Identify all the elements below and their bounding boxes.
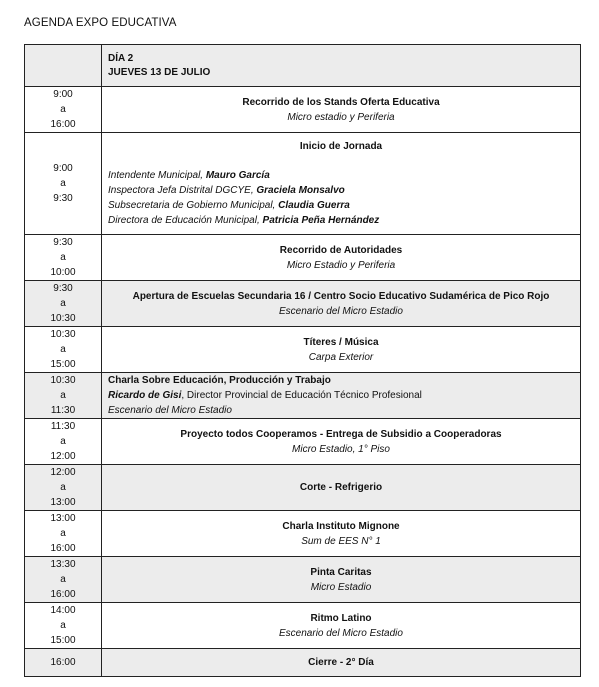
time-end: 13:00 — [50, 497, 76, 508]
time-cell — [25, 419, 102, 465]
time-end: 10:00 — [50, 267, 76, 278]
time-end: 15:00 — [50, 359, 76, 370]
event-title: Charla Sobre Educación, Producción y Trabajo — [108, 375, 331, 386]
event-title: Corte - Refrigerio — [299, 482, 383, 493]
time-end: 16:00 — [50, 589, 76, 600]
time-start: 11:30 — [50, 421, 76, 432]
table-row — [25, 649, 581, 677]
time-end: 16:00 — [50, 119, 76, 130]
table-row — [25, 87, 581, 133]
time-end: 16:00 — [50, 543, 76, 554]
event-title: Inicio de Jornada — [299, 141, 383, 152]
table-row — [25, 465, 581, 511]
table-row — [25, 133, 581, 235]
header-day-cell — [102, 45, 581, 87]
time-end: 12:00 — [50, 451, 76, 462]
event-cell — [102, 235, 581, 281]
header-time-cell — [25, 45, 102, 87]
time-cell — [25, 603, 102, 649]
event-place: Escenario del Micro Estadio — [279, 627, 403, 639]
speaker-line — [108, 388, 574, 403]
speaker-name: Mauro García — [205, 170, 270, 181]
time-end: 11:30 — [50, 405, 76, 416]
time-start: 16:00 — [50, 657, 76, 668]
time-start: 9:30 — [53, 237, 73, 248]
table-row — [25, 281, 581, 327]
time-sep: a — [60, 574, 66, 585]
time-start: 10:30 — [50, 375, 76, 386]
event-title: Proyecto todos Cooperamos - Entrega de Subsidio a Cooperadoras — [180, 428, 502, 440]
event-cell — [102, 465, 581, 511]
time-sep: a — [60, 178, 66, 189]
time-start: 13:00 — [50, 513, 76, 524]
table-row — [25, 557, 581, 603]
event-title: Recorrido de los Stands Oferta Educativa — [242, 96, 440, 108]
speaker-role: , Director Provincial de Educación Técnico Profesional — [181, 390, 422, 401]
page-title: AGENDA EXPO EDUCATIVA — [24, 17, 177, 29]
event-place: Micro Estadio, 1° Piso — [292, 443, 390, 455]
speaker-line: Intendente Municipal, Mauro García — [108, 170, 270, 181]
time-sep: a — [60, 344, 66, 355]
agenda-table — [24, 44, 581, 677]
time-cell — [25, 281, 102, 327]
time-sep: a — [60, 390, 66, 401]
event-cell — [102, 649, 581, 677]
event-place: Escenario del Micro Estadio — [108, 405, 232, 416]
event-title: Cierre - 2° Día — [308, 657, 374, 668]
time-cell — [25, 511, 102, 557]
time-sep: a — [60, 298, 66, 309]
header-day: DÍA 2 — [108, 52, 134, 64]
time-cell — [25, 465, 102, 511]
time-sep: a — [60, 104, 66, 115]
table-row — [25, 373, 581, 419]
event-place: Micro estadio y Periferia — [287, 111, 395, 123]
table-row — [25, 327, 581, 373]
event-cell — [102, 419, 581, 465]
time-start: 9:00 — [53, 89, 73, 100]
speaker-name: Patricia Peña Hernández — [262, 215, 380, 226]
event-place: Micro Estadio y Periferia — [286, 259, 396, 271]
event-cell — [102, 603, 581, 649]
time-sep: a — [60, 436, 66, 447]
table-row — [25, 419, 581, 465]
speaker-name: Ricardo de Gisi — [108, 390, 182, 401]
time-sep: a — [60, 528, 66, 539]
event-cell — [102, 373, 581, 419]
event-title: Títeres / Música — [303, 336, 379, 348]
event-cell — [102, 511, 581, 557]
event-cell — [102, 133, 581, 235]
speaker-line: Inspectora Jefa Distrital DGCYE, Graciela Monsalvo — [108, 185, 345, 196]
time-start: 12:00 — [50, 467, 76, 478]
time-sep: a — [60, 620, 66, 631]
time-sep: a — [60, 252, 66, 263]
time-start: 9:00 — [53, 163, 73, 174]
event-title: Pinta Caritas — [310, 566, 372, 578]
event-title: Apertura de Escuelas Secundaria 16 / Centro Socio Educativo Sudamérica de Pico Rojo — [132, 290, 550, 302]
time-cell — [25, 649, 102, 677]
speaker-name: Claudia Guerra — [278, 200, 350, 211]
header-date: JUEVES 13 DE JULIO — [108, 66, 211, 78]
event-title: Ritmo Latino — [310, 612, 372, 624]
time-cell — [25, 235, 102, 281]
event-title: Recorrido de Autoridades — [279, 244, 403, 256]
time-end: 15:00 — [50, 635, 76, 646]
table-header-row — [25, 45, 581, 87]
speaker-line: Subsecretaria de Gobierno Municipal, Claudia Guerra — [108, 200, 350, 211]
time-cell — [25, 327, 102, 373]
speaker-name: Graciela Monsalvo — [256, 185, 345, 196]
event-cell — [102, 557, 581, 603]
time-start: 9:30 — [53, 283, 73, 294]
table-row — [25, 511, 581, 557]
event-cell — [102, 281, 581, 327]
time-end: 10:30 — [50, 313, 76, 324]
time-start: 14:00 — [50, 605, 76, 616]
event-cell — [102, 87, 581, 133]
event-place: Escenario del Micro Estadio — [279, 305, 403, 317]
time-cell — [25, 133, 102, 235]
event-place: Carpa Exterior — [308, 351, 374, 363]
time-cell — [25, 87, 102, 133]
time-start: 10:30 — [50, 329, 76, 340]
table-row — [25, 235, 581, 281]
event-place: Micro Estadio — [310, 581, 372, 593]
speaker-line: Directora de Educación Municipal, Patricia Peña Hernández — [108, 215, 380, 226]
event-cell — [102, 327, 581, 373]
table-row — [25, 603, 581, 649]
time-sep: a — [60, 482, 66, 493]
event-title: Charla Instituto Mignone — [282, 520, 400, 532]
time-start: 13:30 — [50, 559, 76, 570]
time-cell — [25, 557, 102, 603]
event-place: Sum de EES N° 1 — [301, 535, 381, 547]
time-end: 9:30 — [53, 193, 73, 204]
time-cell — [25, 373, 102, 419]
